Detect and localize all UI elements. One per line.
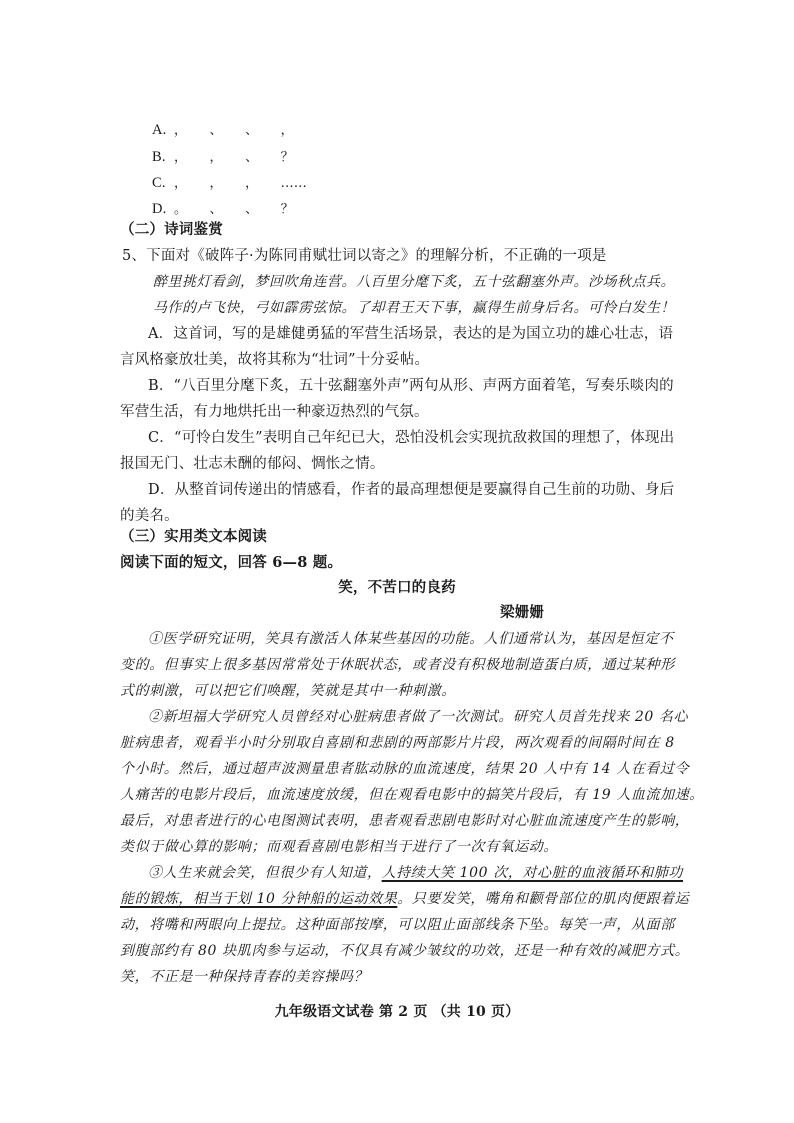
paragraph-3-line5: 笑，不正是一种保持青春的美容操吗？ bbox=[120, 969, 369, 985]
option-a bbox=[152, 120, 294, 141]
option-d bbox=[152, 199, 294, 220]
option-b bbox=[152, 147, 294, 168]
option-c bbox=[152, 173, 307, 194]
q5-option-d-line1: D．从整首词传递出的情感看，作者的最高理想便是要赢得自己生前的功勋、身后 bbox=[148, 482, 675, 498]
option-label: A. bbox=[152, 122, 167, 138]
paragraph-1-line1: ①医学研究证明，笑具有激活人体某些基因的功能。人们通常认为，基因是恒定不 bbox=[148, 631, 674, 647]
reading-instruction: 阅读下面的短文，回答 6—8 题。 bbox=[120, 554, 343, 571]
paragraph-2-line4: 人痛苦的电影片段后，血流速度放缓，但在观看电影中的搞笑片段后，有 19 人血流加速。 bbox=[120, 787, 704, 803]
paragraph-1-line3: 式的刺激，可以把它们唤醒，笑就是其中一种刺激。 bbox=[120, 683, 456, 699]
article-author: 梁姗姗 bbox=[500, 604, 545, 621]
q5-option-b-line1: B．“八百里分麾下炙，五十弦翻塞外声”两句从形、声两方面着笔，写奏乐啖肉的 bbox=[148, 378, 674, 394]
q5-option-d-line2: 的美名。 bbox=[120, 508, 179, 524]
underlined-sentence-part2: 能的锻炼，相当于划 10 分钟船的运动效果 bbox=[120, 891, 398, 907]
option-label: C. bbox=[152, 175, 166, 191]
question-5: 5、下面对《破阵子·为陈同甫赋壮词以寄之》的理解分析，不正确的一项是 bbox=[122, 248, 607, 264]
poem-line-1: 醉里挑灯看剑，梦回吹角连营。八百里分麾下炙，五十弦翻塞外声。沙场秋点兵。 bbox=[153, 274, 675, 290]
option-marks: ， ， 、 ？ bbox=[174, 150, 294, 165]
option-marks: ， ， ， …… bbox=[174, 176, 307, 191]
section-heading-poetry: （二）诗词鉴赏 bbox=[120, 221, 223, 238]
q5-option-b-line2: 军营生活，有力地烘托出一种豪迈热烈的气氛。 bbox=[120, 404, 429, 420]
paragraph-3-line4: 到腹部约有 80 块肌肉参与运动，不仅具有减少皱纹的功效，还是一种有效的减肥方式。 bbox=[120, 943, 690, 959]
paragraph-1-line2: 变的。但事实上很多基因常常处于休眠状态，或者没有积极地制造蛋白质，通过某种形 bbox=[120, 657, 675, 673]
paragraph-2-line1: ②新坦福大学研究人员曾经对心脏病患者做了一次测试。研究人员首先找来 20 名心 bbox=[148, 709, 689, 725]
q5-option-c-line2: 报国无门、壮志未酬的郁闷、惆怅之情。 bbox=[120, 456, 385, 472]
paragraph-3-line1-plain: ③人生来就会笑，但很少有人知道， bbox=[148, 865, 382, 881]
option-label: D. bbox=[152, 201, 167, 217]
paragraph-2-line6: 类似于做心算的影响；而观看喜剧电影相当于进行了一次有氧运动。 bbox=[120, 839, 558, 855]
paragraph-3-line1 bbox=[148, 863, 683, 883]
paragraph-2-line5: 最后，对患者进行的心电图测试表明，患者观看悲剧电影时对心脏血流速度产生的影响， bbox=[120, 813, 690, 829]
poem-line-2: 马作的卢飞快，弓如霹雳弦惊。了却君王天下事，赢得生前身后名。可怜白发生！ bbox=[153, 300, 675, 316]
paragraph-3-line2 bbox=[120, 889, 689, 909]
underlined-sentence-part1: 人持续大笑 100 次，对心脏的血液循环和肺功 bbox=[381, 865, 684, 881]
option-marks: ， 、 、 ， bbox=[174, 123, 294, 138]
q5-option-a-line1: A．这首词，写的是雄健勇猛的军营生活场景，表达的是为国立功的雄心壮志，语 bbox=[148, 326, 674, 342]
q5-option-c-line1: C．“可怜白发生”表明自己年纪已大，恐怕没机会实现抗敌救国的理想了，体现出 bbox=[148, 430, 675, 446]
article-title: 笑，不苦口的良药 bbox=[338, 579, 456, 596]
option-label: B. bbox=[152, 149, 166, 165]
option-marks: 。 、 、 ？ bbox=[174, 202, 294, 217]
page-footer: 九年级语文试卷 第 2 页 （共 10 页） bbox=[274, 1004, 520, 1020]
q5-option-a-line2: 言风格豪放壮美，故将其称为“壮词”十分妥帖。 bbox=[120, 352, 430, 368]
paragraph-2-line2: 脏病患者，观看半小时分别取自喜剧和悲剧的两部影片片段，两次观看的间隔时间在 8 bbox=[120, 735, 675, 751]
section-heading-practical: （三）实用类文本阅读 bbox=[120, 528, 267, 545]
paragraph-3-line3: 动，将嘴和两眼向上提拉。这种面部按摩，可以阻止面部线条下坠。每笑一声，从面部 bbox=[120, 917, 675, 933]
paragraph-3-line2-plain: 。只要发笑，嘴角和颧骨部位的肌肉便跟着运 bbox=[397, 891, 690, 907]
paragraph-2-line3: 个小时。然后，通过超声波测量患者肱动脉的血流速度，结果 20 人中有 14 人在看过令 bbox=[120, 761, 690, 777]
